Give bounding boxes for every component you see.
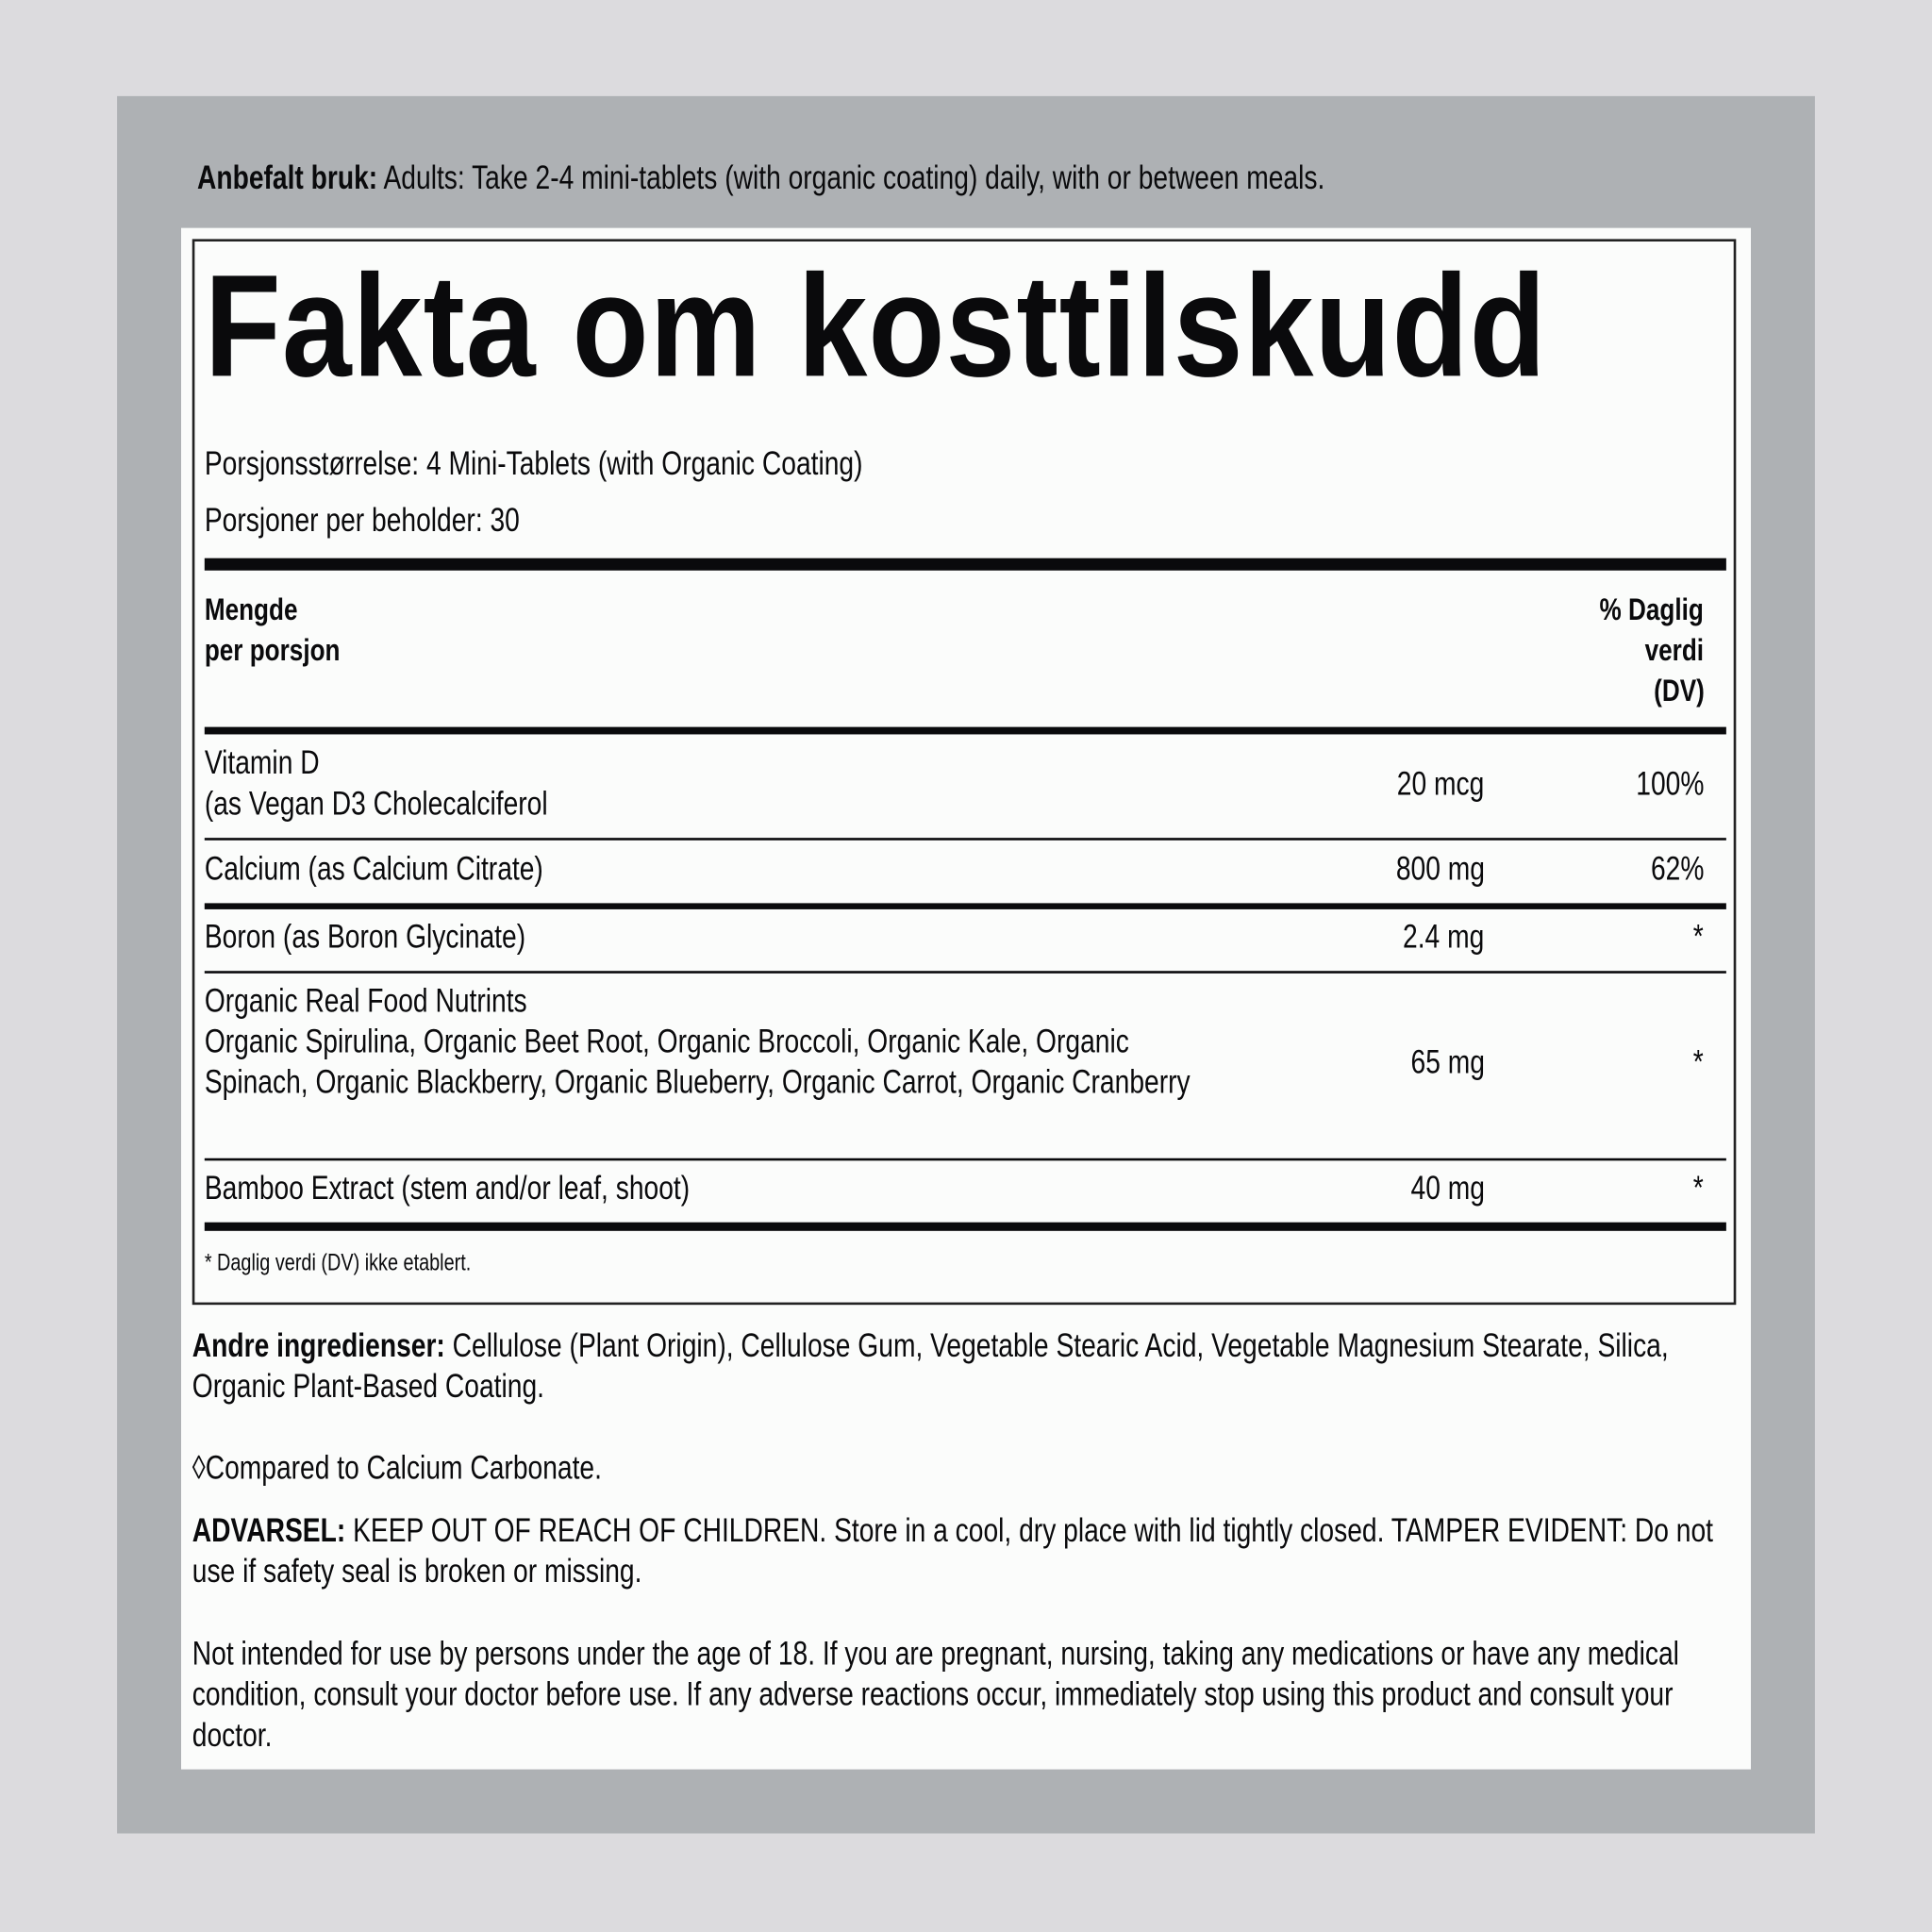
- row-divider: [205, 838, 1726, 841]
- nutrient-row-boron: Boron (as Boron Glycinate): [204, 918, 526, 956]
- thick-divider: [205, 558, 1726, 571]
- dv-calcium: 62%: [1650, 850, 1705, 888]
- amount-boron: 2.4 mg: [1403, 918, 1485, 956]
- thick-divider: [205, 1223, 1726, 1231]
- amount-bamboo: 40 mg: [1410, 1169, 1485, 1207]
- thick-divider: [205, 903, 1726, 909]
- thick-divider: [205, 727, 1726, 735]
- usage-instructions: [197, 158, 1607, 198]
- dv-bamboo: *: [1693, 1169, 1705, 1207]
- dv-organic-foods: *: [1693, 1043, 1705, 1081]
- servings-per-container: Porsjoner per beholder: 30: [204, 501, 520, 539]
- row-divider: [205, 971, 1726, 974]
- amount-vitamin-d: 20 mcg: [1397, 765, 1485, 803]
- usage-label: Anbefalt bruk:: [196, 158, 378, 196]
- amount-calcium: 800 mg: [1395, 850, 1485, 888]
- other-ingredients: Andre ingredienser: Cellulose (Plant Origin), Cellulose Gum, Vegetable Stearic Acid, Vegetable Magnesium Stearate, Silica, Organic Plant-Based Coating.: [192, 1326, 1669, 1405]
- nutrient-row-bamboo: Bamboo Extract (stem and/or leaf, shoot): [204, 1169, 691, 1207]
- comparison-note: ◊Compared to Calcium Carbonate.: [192, 1448, 602, 1487]
- disclaimer: Not intended for use by persons under the age of 18. If you are pregnant, nursing, taking any medications or have any medical condition, consult your doctor before use. If any adverse reactions occur, immediately stop using this product and consult your doctor.: [192, 1635, 1679, 1754]
- nutrient-row-organic-foods: Organic Real Food Nutrints Organic Spirulina, Organic Beet Root, Organic Broccoli, Organic Kale, Organic Spinach, Organic Blackberry, Organic Blueberry, Organic Carrot, Organic Cranberry: [204, 981, 1191, 1101]
- dv-vitamin-d: 100%: [1636, 765, 1705, 803]
- dv-footnote: * Daglig verdi (DV) ikke etablert.: [204, 1250, 472, 1277]
- nutrient-row-vitamin-d: Vitamin D (as Vegan D3 Cholecalciferol: [204, 743, 548, 823]
- row-divider: [205, 1158, 1726, 1161]
- dv-header: % Daglig verdi (DV): [1600, 592, 1705, 709]
- dv-boron: *: [1693, 918, 1705, 956]
- amount-header: Mengde per porsjon: [204, 592, 341, 668]
- amount-organic-foods: 65 mg: [1410, 1043, 1485, 1081]
- nutrient-row-calcium: Calcium (as Calcium Citrate): [204, 850, 543, 888]
- warning: ADVARSEL: KEEP OUT OF REACH OF CHILDREN. Store in a cool, dry place with lid tightly closed. TAMPER EVIDENT: Do not use if safety seal is broken or missing.: [192, 1511, 1714, 1590]
- facts-title: Fakta om kosttilskudd: [204, 244, 1547, 408]
- serving-size: Porsjonsstørrelse: 4 Mini-Tablets (with Organic Coating): [204, 444, 863, 482]
- usage-text: Adults: Take 2-4 mini-tablets (with organic coating) daily, with or between meals.: [377, 158, 1325, 196]
